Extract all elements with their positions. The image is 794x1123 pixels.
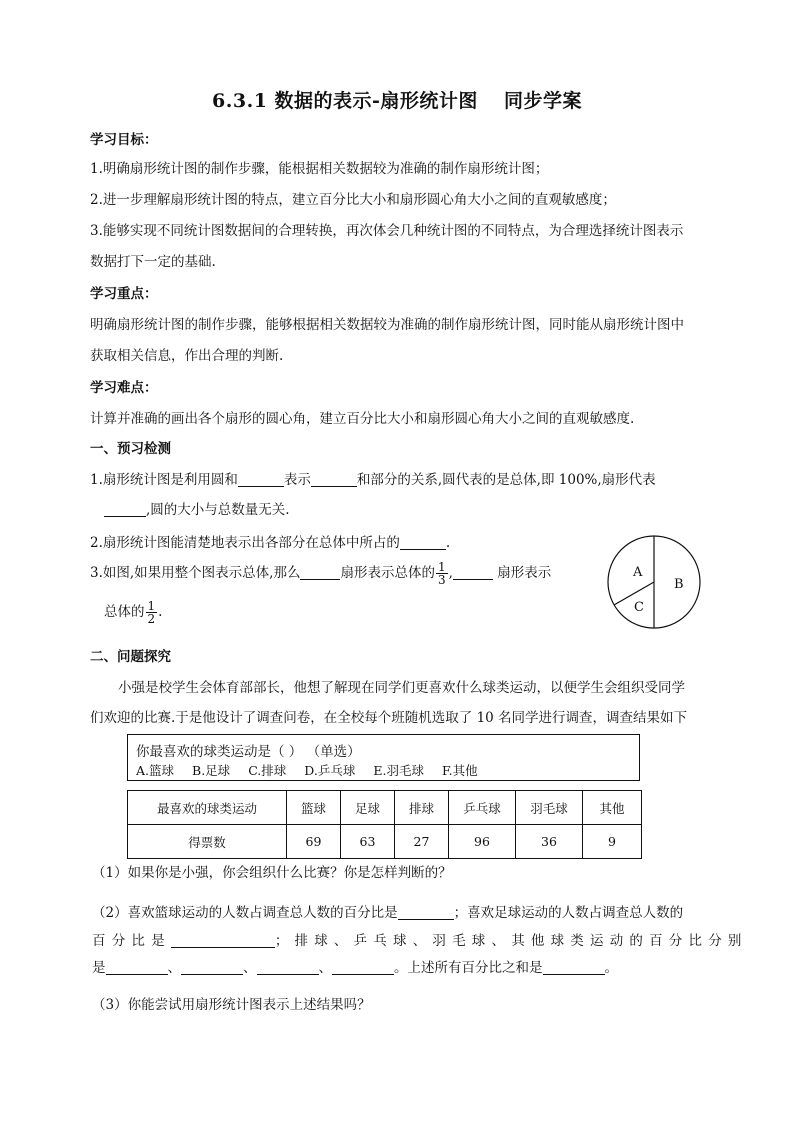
keypoints-line1: 明确扇形统计图的制作步骤，能够根据相关数据较为准确的制作扇形统计图，同时能从扇形统计图中 xyxy=(90,317,684,333)
preview-question-2: 2.扇形统计图能清楚地表示出各部分在总体中所占的 . xyxy=(90,535,451,551)
question-1: （1）如果你是小强，你会组织什么比赛？你是怎样判断的？ xyxy=(92,865,452,881)
survey-option: E.羽毛球 xyxy=(373,763,424,778)
table-header-label: 最喜欢的球类运动 xyxy=(128,791,287,825)
title-main: 6.3.1 数据的表示-扇形统计图 xyxy=(212,90,478,112)
pie-figure xyxy=(604,532,704,632)
table-cell: 96 xyxy=(449,825,516,859)
keypoints-line2: 获取相关信息，作出合理的判断. xyxy=(90,348,284,364)
table-header-cell: 羽毛球 xyxy=(516,791,583,825)
answer-blank[interactable] xyxy=(106,960,168,975)
question-2-line2: 百分比是 ；排球、乒乓球、羽毛球、其他球类运动的百分比分别 xyxy=(92,933,748,949)
answer-blank[interactable] xyxy=(543,960,605,975)
objective-item-3-line1: 3.能够实现不同统计图数据间的合理转换，再次体会几种统计图的不同特点，为合理选择统计图表示 xyxy=(90,223,684,239)
answer-blank[interactable] xyxy=(332,960,394,975)
answer-blank[interactable] xyxy=(104,502,146,517)
explore-heading: 二、问题探究 xyxy=(90,649,171,665)
answer-blank[interactable] xyxy=(238,472,284,487)
keypoints-heading: 学习重点： xyxy=(90,286,158,302)
preview-question-3: 3.如图,如果用整个图表示总体,那么 扇形表示总体的 $\frac{1}{3}$ , 扇形表示 xyxy=(90,560,552,587)
answer-blank[interactable] xyxy=(171,933,275,948)
survey-option: D.乒乓球 xyxy=(304,763,356,778)
survey-question: 你最喜欢的球类运动是（ ） （单选） xyxy=(136,744,361,760)
survey-options xyxy=(136,761,496,779)
answer-blank[interactable] xyxy=(311,472,357,487)
survey-option: B.足球 xyxy=(192,763,231,778)
pie-label-c: C xyxy=(634,600,644,615)
fraction-one-half: $\frac{1}{2}$ xyxy=(147,599,156,626)
table-cell: 9 xyxy=(583,825,642,859)
survey-option: F.其他 xyxy=(441,763,478,778)
vote-table xyxy=(127,790,642,859)
table-header-cell: 排球 xyxy=(395,791,449,825)
explore-para-line2: 们欢迎的比赛.于是他设计了调查问卷，在全校每个班随机选取了 10 名同学进行调查，调查结果如下 xyxy=(90,710,688,726)
table-cell: 36 xyxy=(516,825,583,859)
answer-blank[interactable] xyxy=(453,565,493,580)
table-cell: 27 xyxy=(395,825,449,859)
answer-blank[interactable] xyxy=(398,905,454,920)
table-header-cell: 其他 xyxy=(583,791,642,825)
survey-option: A.篮球 xyxy=(136,763,175,778)
question-2-line3: 是 、 、 、 。上述所有百分比之和是 。 xyxy=(92,960,618,976)
survey-question-box xyxy=(127,734,640,781)
objective-item-1: 1.明确扇形统计图的制作步骤，能根据相关数据较为准确的制作扇形统计图； xyxy=(90,161,549,177)
explore-para-line1: 小强是校学生会体育部部长，他想了解现在同学们更喜欢什么球类运动，以便学生会组织受同学 xyxy=(118,680,685,696)
title-sub: 同步学案 xyxy=(503,90,582,112)
answer-blank[interactable] xyxy=(181,960,243,975)
table-header-cell: 足球 xyxy=(341,791,395,825)
objective-item-3-line2: 数据打下一定的基础. xyxy=(90,254,216,270)
preview-question-1: 1.扇形统计图是利用圆和 表示 和部分的关系,圆代表的是总体,即 100%,扇形代表 xyxy=(90,472,656,488)
pie-label-b: B xyxy=(674,577,684,592)
answer-blank[interactable] xyxy=(400,535,446,550)
difficulties-heading: 学习难点： xyxy=(90,380,158,396)
preview-heading: 一、预习检测 xyxy=(90,441,171,457)
table-cell: 63 xyxy=(341,825,395,859)
table-header-cell: 乒乓球 xyxy=(449,791,516,825)
difficulties-line1: 计算并准确的画出各个扇形的圆心角，建立百分比大小和扇形圆心角大小之间的直观敏感度. xyxy=(90,411,635,427)
page-title xyxy=(0,86,794,113)
objective-item-2: 2.进一步理解扇形统计图的特点，建立百分比大小和扇形圆心角大小之间的直观敏感度； xyxy=(90,192,616,208)
table-row xyxy=(128,825,642,859)
preview-question-1-cont: ,圆的大小与总数量无关. xyxy=(104,498,290,518)
answer-blank[interactable] xyxy=(300,565,340,580)
table-row-label: 得票数 xyxy=(128,825,287,859)
pie-label-a: A xyxy=(633,565,643,580)
question-2-line1: （2）喜欢篮球运动的人数占调查总人数的百分比是 ；喜欢足球运动的人数占调查总人数的 xyxy=(92,905,684,921)
objectives-heading: 学习目标： xyxy=(90,132,158,148)
preview-question-3-cont: 总体的 $\frac{1}{2}$ . xyxy=(104,599,163,626)
table-row xyxy=(128,791,642,825)
question-3: （3）你能尝试用扇形统计图表示上述结果吗？ xyxy=(92,997,371,1013)
survey-option: C.排球 xyxy=(248,763,287,778)
table-cell: 69 xyxy=(287,825,341,859)
table-header-cell: 篮球 xyxy=(287,791,341,825)
fraction-one-third: $\frac{1}{3}$ xyxy=(437,560,446,587)
answer-blank[interactable] xyxy=(257,960,319,975)
